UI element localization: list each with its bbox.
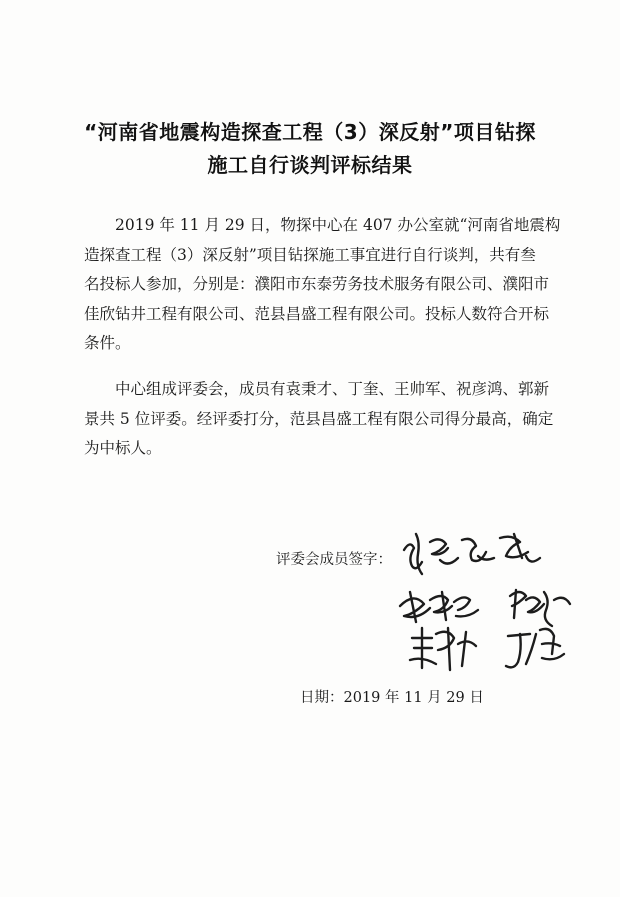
signature-3: [510, 590, 570, 626]
signature-1: [404, 534, 540, 574]
paragraph-line: 中心组成评委会，成员有袁秉才、丁奎、王帅军、祝彦鸿、郭新: [115, 380, 550, 398]
document-title-line-1: “河南省地震构造探查工程（3）深反射”项目钻探: [84, 120, 536, 144]
signature-label: 评委会成员签字：: [276, 552, 392, 568]
paragraph-line: 名投标人参加，分别是：濮阳市东泰劳务技术服务有限公司、濮阳市: [84, 275, 550, 294]
signature-2: [400, 592, 478, 622]
paragraph-evaluation-result: [84, 375, 554, 464]
paragraph-line: 景共 5 位评委。经评委打分，范县昌盛工程有限公司得分最高，确定: [84, 409, 554, 428]
paragraph-line: 为中标人。: [84, 439, 162, 458]
paragraph-line: 佳欣钻井工程有限公司、范县昌盛工程有限公司。投标人数符合开标: [84, 304, 550, 323]
paragraph-line: 造探查工程（3）深反射”项目钻探施工事宜进行自行谈判，共有叁: [84, 245, 536, 264]
document-title-line-2: 施工自行谈判评标结果: [207, 153, 413, 177]
paragraph-line: 条件。: [84, 334, 131, 353]
paragraph-bid-opening: [84, 211, 561, 359]
signature-4: [410, 628, 476, 670]
signature-5: [506, 629, 564, 667]
handwritten-signatures: [396, 520, 596, 690]
paragraph-line: 2019 年 11 月 29 日，物探中心在 407 办公室就“河南省地震构: [115, 216, 561, 234]
document-date: 日期：2019 年 11 月 29 日: [300, 690, 484, 706]
